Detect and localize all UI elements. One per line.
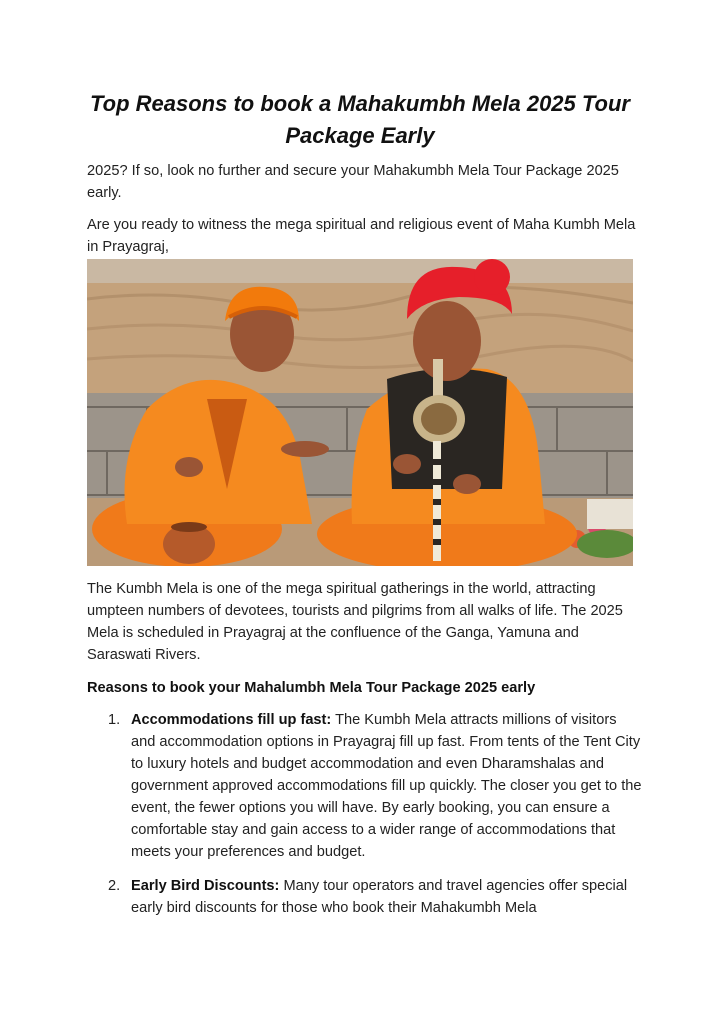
sadhus-photo bbox=[87, 259, 633, 566]
intro-paragraph-2: Are you ready to witness the mega spiritual and religious event of Maha Kumbh Mela in Prayagraj, bbox=[87, 217, 636, 255]
kumbh-mela-paragraph: The Kumbh Mela is one of the mega spiritual gatherings in the world, attracting umpteen numbers of devotees, tourists and pilgrims from all walks of life. The 2025 Mela is scheduled in Prayagraj at the confluence of the Ganga, Yamuna and Saraswati Rivers. bbox=[87, 581, 623, 663]
list-item-number: 2. bbox=[108, 878, 121, 894]
reasons-heading: Reasons to book your Mahalumbh Mela Tour Package 2025 early bbox=[87, 680, 536, 696]
list-item-text: The Kumbh Mela attracts millions of visitors and accommodation options in Prayagraj fill up fast. From tents of the Tent City to luxury hotels and budget accommodation and even Dharamshalas and government approved accommodations fill up quickly. The closer you get to the event, the fewer options you will have. By early booking, you can ensure a comfortable stay and gain access to a wider range of accommodations that meets your preferences and budget. bbox=[131, 712, 642, 860]
list-item-title: Early Bird Discounts: bbox=[131, 878, 280, 894]
list-item-number: 1. bbox=[108, 712, 121, 728]
list-item bbox=[108, 709, 643, 863]
intro-paragraph-1: 2025? If so, look no further and secure your Mahakumbh Mela Tour Package 2025 early. bbox=[87, 163, 619, 201]
list-item-title: Accommodations fill up fast: bbox=[131, 712, 332, 728]
list-item bbox=[108, 875, 643, 919]
list-item-text: Many tour operators and travel agencies offer special early bird discounts for those who book their Mahakumbh Mela bbox=[131, 878, 628, 916]
page-title: Top Reasons to book a Mahakumbh Mela 2025 Tour Package Early bbox=[90, 91, 630, 148]
